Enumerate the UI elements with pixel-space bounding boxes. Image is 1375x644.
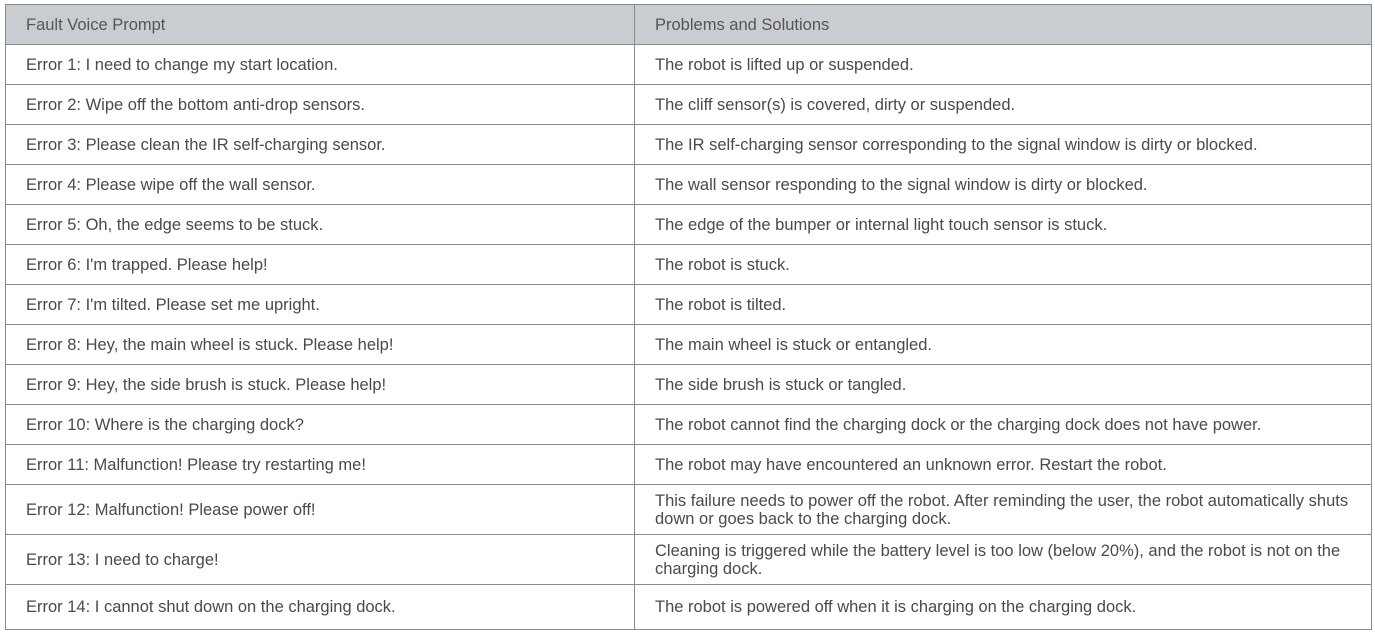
solution-cell: The robot is stuck.	[635, 245, 1372, 285]
table-row	[6, 585, 1372, 630]
header-fault-voice-prompt: Fault Voice Prompt	[6, 5, 635, 45]
prompt-cell: Error 1: I need to change my start location.	[6, 45, 635, 85]
prompt-cell: Error 5: Oh, the edge seems to be stuck.	[6, 205, 635, 245]
table-header-row	[6, 5, 1372, 45]
solution-cell: The edge of the bumper or internal light touch sensor is stuck.	[635, 205, 1372, 245]
solution-cell: The robot is tilted.	[635, 285, 1372, 325]
table-row	[6, 205, 1372, 245]
table-row	[6, 45, 1372, 85]
prompt-cell: Error 10: Where is the charging dock?	[6, 405, 635, 445]
prompt-cell: Error 12: Malfunction! Please power off!	[6, 485, 635, 535]
prompt-cell: Error 3: Please clean the IR self-charging sensor.	[6, 125, 635, 165]
prompt-cell: Error 7: I'm tilted. Please set me upright.	[6, 285, 635, 325]
table-row	[6, 405, 1372, 445]
solution-cell: The robot is powered off when it is charging on the charging dock.	[635, 585, 1372, 630]
solution-cell: The robot cannot find the charging dock or the charging dock does not have power.	[635, 405, 1372, 445]
solution-cell: The side brush is stuck or tangled.	[635, 365, 1372, 405]
table-row	[6, 285, 1372, 325]
solution-cell: Cleaning is triggered while the battery level is too low (below 20%), and the robot is not on the charging dock.	[635, 535, 1372, 585]
solution-cell: The wall sensor responding to the signal window is dirty or blocked.	[635, 165, 1372, 205]
prompt-cell: Error 13: I need to charge!	[6, 535, 635, 585]
solution-cell: The robot may have encountered an unknown error. Restart the robot.	[635, 445, 1372, 485]
prompt-cell: Error 9: Hey, the side brush is stuck. Please help!	[6, 365, 635, 405]
fault-voice-prompt-table	[5, 4, 1372, 630]
solution-cell: The cliff sensor(s) is covered, dirty or suspended.	[635, 85, 1372, 125]
solution-cell: The main wheel is stuck or entangled.	[635, 325, 1372, 365]
table-row	[6, 125, 1372, 165]
prompt-cell: Error 11: Malfunction! Please try restarting me!	[6, 445, 635, 485]
table-row	[6, 365, 1372, 405]
fault-table-container	[5, 4, 1371, 630]
solution-cell: The IR self-charging sensor corresponding to the signal window is dirty or blocked.	[635, 125, 1372, 165]
solution-cell: The robot is lifted up or suspended.	[635, 45, 1372, 85]
table-row	[6, 165, 1372, 205]
header-problems-and-solutions: Problems and Solutions	[635, 5, 1372, 45]
table-row	[6, 535, 1372, 585]
prompt-cell: Error 2: Wipe off the bottom anti-drop sensors.	[6, 85, 635, 125]
table-row	[6, 245, 1372, 285]
prompt-cell: Error 14: I cannot shut down on the charging dock.	[6, 585, 635, 630]
solution-cell: This failure needs to power off the robot. After reminding the user, the robot automatically shuts down or goes back to the charging dock.	[635, 485, 1372, 535]
table-row	[6, 485, 1372, 535]
prompt-cell: Error 4: Please wipe off the wall sensor.	[6, 165, 635, 205]
table-row	[6, 85, 1372, 125]
prompt-cell: Error 8: Hey, the main wheel is stuck. Please help!	[6, 325, 635, 365]
prompt-cell: Error 6: I'm trapped. Please help!	[6, 245, 635, 285]
table-row	[6, 325, 1372, 365]
table-row	[6, 445, 1372, 485]
